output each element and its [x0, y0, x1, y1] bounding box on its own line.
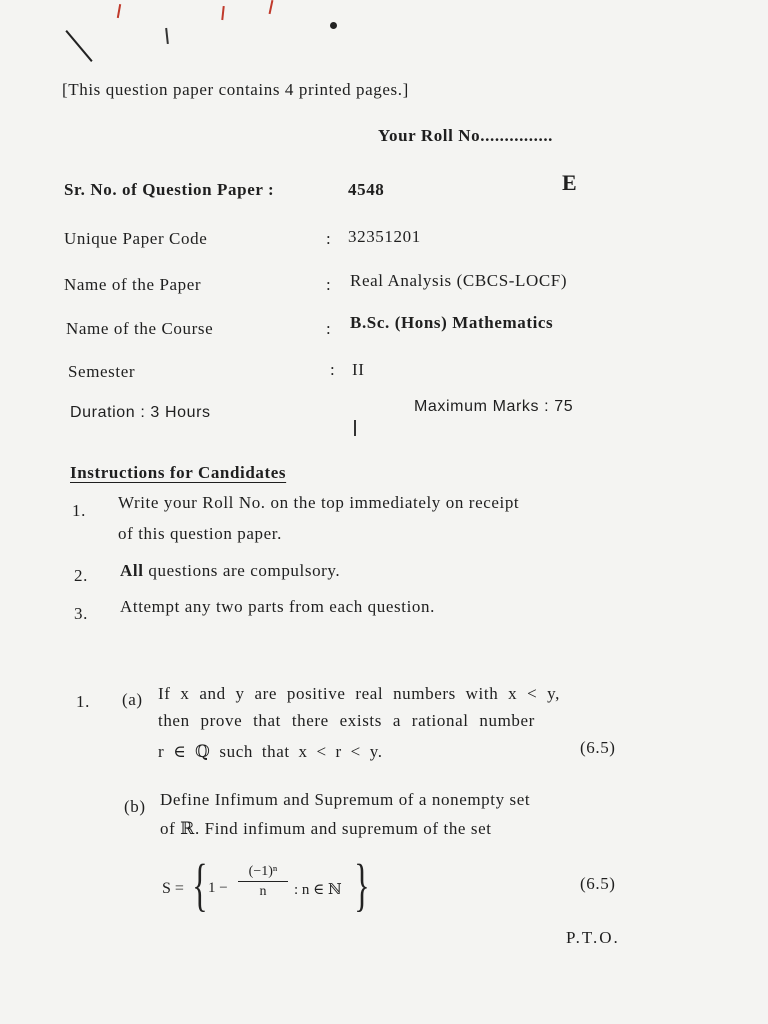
instr-3-num: 3.: [74, 604, 88, 623]
instr-2-bold: All: [120, 561, 144, 580]
q1a-line2: then prove that there exists a rational number: [158, 711, 535, 730]
set-condition: : n ∈ ℕ: [294, 882, 342, 898]
instr-2-num: 2.: [74, 566, 88, 585]
course-colon: :: [326, 319, 332, 338]
instr-2-text: [120, 561, 340, 581]
roll-no: Your Roll No...............: [378, 126, 554, 145]
sem-label: Semester: [68, 362, 136, 381]
q1a-marks: (6.5): [580, 738, 616, 757]
q1-num: 1.: [76, 692, 90, 711]
fraction: [238, 864, 288, 900]
instr-1-num: 1.: [72, 501, 86, 520]
course-value: B.Sc. (Hons) Mathematics: [350, 313, 554, 332]
header-note: [This question paper contains 4 printed pages.]: [62, 80, 409, 99]
paper-colon: :: [326, 275, 332, 294]
upc-label: Unique Paper Code: [64, 229, 208, 248]
q1a-line3: r ∈ ℚ such that x < r < y.: [158, 742, 383, 761]
set-code: E: [562, 170, 577, 195]
pen-stroke: [65, 30, 92, 62]
set-lhs: S =: [162, 880, 184, 897]
pencil-tick: [354, 420, 356, 436]
footer-pto: P.T.O.: [566, 928, 620, 947]
right-brace: }: [354, 852, 370, 917]
q1a-line1: If x and y are positive real numbers with x < y,: [158, 684, 560, 703]
pen-mark-1: [117, 4, 121, 18]
sr-value: 4548: [348, 180, 385, 199]
left-brace: {: [192, 852, 208, 917]
q1b-marks: (6.5): [580, 874, 616, 893]
upc-value: 32351201: [348, 227, 421, 246]
instr-1-line1: Write your Roll No. on the top immediately on receipt: [118, 493, 520, 512]
sem-value: II: [352, 360, 365, 379]
course-label: Name of the Course: [66, 319, 214, 338]
numerator: (−1)ⁿ: [238, 864, 288, 882]
q1b-label: (b): [124, 797, 146, 816]
sr-label: Sr. No. of Question Paper :: [64, 180, 275, 199]
q1a-label: (a): [122, 690, 143, 709]
instr-3-line1: Attempt any two parts from each question.: [120, 597, 435, 616]
instr-1-line2: of this question paper.: [118, 524, 282, 543]
instr-2-rest: questions are compulsory.: [143, 561, 341, 580]
one-minus: 1 −: [208, 880, 228, 896]
paper-label: Name of the Paper: [64, 275, 202, 294]
max-marks: Maximum Marks : 75: [414, 398, 574, 415]
instructions-heading: Instructions for Candidates: [70, 463, 287, 482]
pen-mark-4: [269, 0, 273, 14]
pen-mark-2: [165, 28, 168, 44]
q1b-line1: Define Infimum and Supremum of a nonempty set: [160, 790, 531, 809]
duration: Duration : 3 Hours: [70, 404, 211, 421]
denominator: n: [259, 884, 267, 899]
upc-colon: :: [326, 229, 332, 248]
sem-colon: :: [330, 360, 336, 379]
ink-dot: [330, 22, 337, 29]
q1b-line2: of ℝ. Find infimum and supremum of the set: [160, 819, 492, 838]
pen-mark-3: [221, 6, 224, 20]
paper-value: Real Analysis (CBCS-LOCF): [350, 271, 568, 290]
